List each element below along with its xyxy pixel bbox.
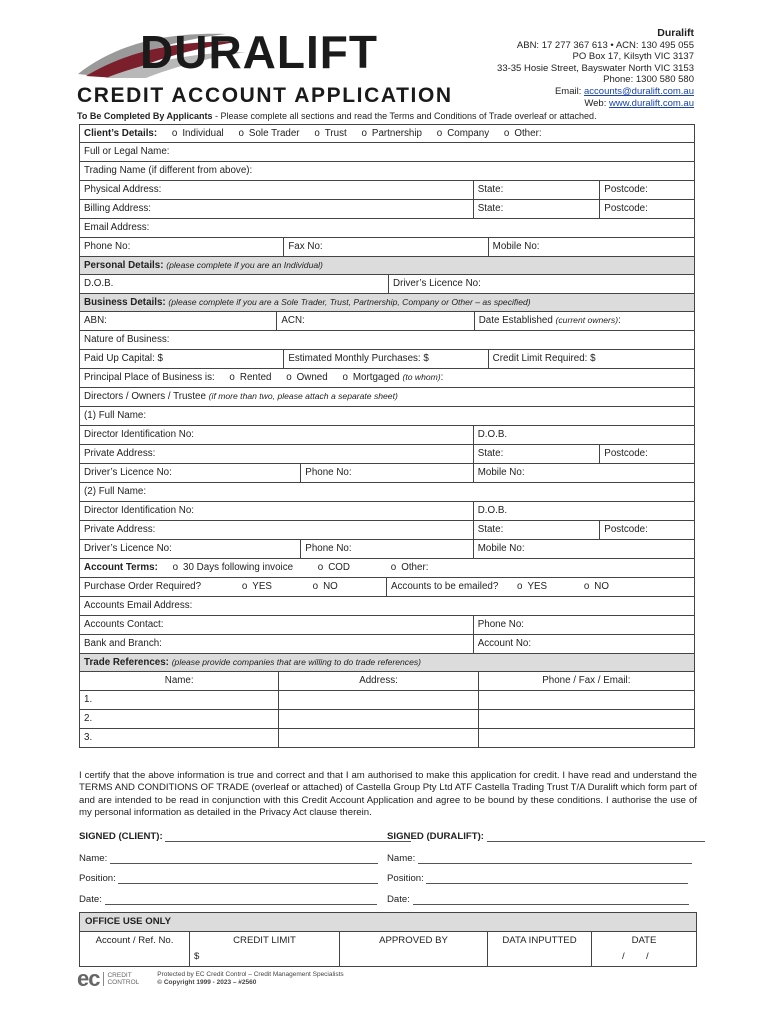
ec-logo: ec (77, 966, 100, 991)
office-date-col[interactable]: DATE / / (622, 935, 657, 962)
phone-fax-mobile-row[interactable]: Phone No: Fax No: Mobile No: (79, 237, 695, 256)
office-dollar: $ (194, 951, 200, 962)
bank-row[interactable]: Bank and Branch: Account No: (79, 634, 695, 653)
office-use-box (79, 912, 697, 967)
clients-details-row (79, 124, 695, 142)
trade-row-3[interactable]: 3. (79, 728, 695, 748)
option-30-days[interactable]: o 30 Days following invoice (173, 562, 293, 573)
office-credit-limit-col[interactable]: CREDIT LIMIT $ (190, 932, 340, 966)
director-2-licence-row[interactable]: Driver’s Licence No: Phone No: Mobile No: (79, 539, 695, 558)
option-cod[interactable]: o COD (318, 562, 350, 573)
emailed-no-option[interactable]: o NO (584, 581, 609, 592)
office-date-slashes: / / (622, 951, 649, 962)
company-po-box: PO Box 17, Kilsyth VIC 3137 (572, 51, 694, 63)
accounts-email-row[interactable]: Accounts Email Address: (79, 596, 695, 615)
director-1-id-row[interactable]: Director Identification No: D.O.B. (79, 425, 695, 444)
emailed-yes-option[interactable]: o YES (517, 581, 547, 592)
office-use-label: OFFICE USE ONLY (80, 913, 696, 932)
option-sole-trader[interactable]: o Sole Trader (238, 128, 299, 139)
purchase-order-row: Purchase Order Required? o YES o NO Accounts to be emailed? o YES o NO (79, 577, 695, 596)
duralift-position-field[interactable]: Position: (387, 873, 688, 884)
duralift-name-field[interactable]: Name: (387, 853, 692, 864)
capital-row[interactable]: Paid Up Capital: $ Estimated Monthly Purchases: $ Credit Limit Required: $ (79, 349, 695, 368)
application-form (79, 124, 695, 748)
option-partnership[interactable]: o Partnership (361, 128, 422, 139)
trade-row-1[interactable]: 1. (79, 690, 695, 709)
personal-details-header: Personal Details: (please complete if you are an Individual) (79, 256, 695, 274)
option-mortgaged[interactable]: o Mortgaged (342, 372, 399, 383)
director-1-name-row[interactable]: (1) Full Name: (79, 406, 695, 425)
option-other[interactable]: o Other: (504, 128, 542, 139)
credit-control-logo: CREDIT CONTROL (103, 972, 139, 986)
principal-place-row: Principal Place of Business is: o Rented o Owned o Mortgaged (to whom): (79, 368, 695, 387)
office-inputted-col[interactable]: DATA INPUTTED (488, 932, 592, 966)
company-email-line: Email: accounts@duralift.com.au (554, 85, 694, 97)
option-owned[interactable]: o Owned (286, 372, 328, 383)
account-terms-row: Account Terms: o 30 Days following invoice o COD o Other: (79, 558, 695, 577)
trade-row-2[interactable]: 2. (79, 709, 695, 728)
nature-of-business-row[interactable]: Nature of Business: (79, 330, 695, 349)
duralift-logo (76, 22, 438, 78)
client-date-field[interactable]: Date: (79, 894, 377, 905)
option-rented[interactable]: o Rented (229, 372, 271, 383)
option-trust[interactable]: o Trust (314, 128, 346, 139)
physical-address-row[interactable]: Physical Address: State: Postcode: (79, 180, 695, 199)
abn-acn-row[interactable]: ABN: ACN: Date Established (current owners): (79, 311, 695, 330)
po-yes-option[interactable]: o YES (242, 581, 272, 592)
director-2-id-row[interactable]: Director Identification No: D.O.B. (79, 501, 695, 520)
company-phone: Phone: 1300 580 580 (603, 74, 694, 86)
duralift-date-field[interactable]: Date: (387, 894, 689, 905)
billing-address-row[interactable]: Billing Address: State: Postcode: (79, 199, 695, 218)
trade-columns-row: Name: Address: Phone / Fax / Email: (79, 671, 695, 690)
option-company[interactable]: o Company (437, 128, 489, 139)
director-1-address-row[interactable]: Private Address: State: Postcode: (79, 444, 695, 463)
trading-name-row[interactable]: Trading Name (if different from above): (79, 161, 695, 180)
director-2-address-row[interactable]: Private Address: State: Postcode: (79, 520, 695, 539)
certification-text: I certify that the above information is true and correct and that I am authorised to make this application for credit. I have read and understand the TERMS AND CONDITIONS OF TRADE (overleaf or attached) of Castella Group Pty Ltd ATF Castella Trading Trust T/A Duralift which form part of and are intended to be read in conjunction with this Credit Account Application and agree to be bound by these conditions. I authorise the use of my personal information as detailed in the Privacy Act clause therein. (79, 770, 697, 818)
office-ref-col[interactable]: Account / Ref. No. (80, 932, 190, 966)
signed-client[interactable]: SIGNED (CLIENT): (79, 831, 411, 842)
directors-header-row: Directors / Owners / Trustee (if more than two, please attach a separate sheet) (79, 387, 695, 406)
company-abn: ABN: 17 277 367 613 • ACN: 130 495 055 (516, 39, 694, 51)
footer (77, 966, 344, 992)
business-details-header: Business Details: (please complete if you are a Sole Trader, Trust, Partnership, Company or Other – as specified) (79, 293, 695, 311)
clients-details-label: Client’s Details: (84, 128, 158, 139)
company-web-line: Web: www.duralift.com.au (584, 97, 694, 109)
company-web-link[interactable]: www.duralift.com.au (608, 97, 694, 109)
option-individual[interactable]: o Individual (172, 128, 224, 139)
page-title: CREDIT ACCOUNT APPLICATION (77, 84, 453, 107)
company-street: 33-35 Hosie Street, Bayswater North VIC 3153 (497, 62, 694, 74)
director-1-licence-row[interactable]: Driver’s Licence No: Phone No: Mobile No: (79, 463, 695, 482)
signed-duralift[interactable]: SIGNED (DURALIFT): (387, 831, 705, 842)
client-name-field[interactable]: Name: (79, 853, 378, 864)
accounts-contact-row[interactable]: Accounts Contact: Phone No: (79, 615, 695, 634)
instructions: To Be Completed By Applicants - Please complete all sections and read the Terms and Conditions of Trade overleaf or attached. (77, 111, 597, 121)
footer-protected: Protected by EC Credit Control – Credit Management Specialists © Copyright 1999 - 2023 – #2560 (157, 971, 344, 986)
personal-details-row[interactable]: D.O.B. Driver’s Licence No: (79, 274, 695, 293)
email-address-row[interactable]: Email Address: (79, 218, 695, 237)
brand-name: DURALIFT (140, 26, 378, 78)
client-position-field[interactable]: Position: (79, 873, 378, 884)
option-terms-other[interactable]: o Other: (391, 562, 429, 573)
office-approved-col[interactable]: APPROVED BY (340, 932, 488, 966)
company-info (497, 28, 694, 109)
full-name-row[interactable]: Full or Legal Name: (79, 142, 695, 161)
trade-references-header: Trade References: (please provide companies that are willing to do trade references) (79, 653, 695, 671)
company-email-link[interactable]: accounts@duralift.com.au (584, 85, 694, 97)
director-2-name-row[interactable]: (2) Full Name: (79, 482, 695, 501)
company-name: Duralift (657, 27, 694, 39)
po-no-option[interactable]: o NO (313, 581, 338, 592)
